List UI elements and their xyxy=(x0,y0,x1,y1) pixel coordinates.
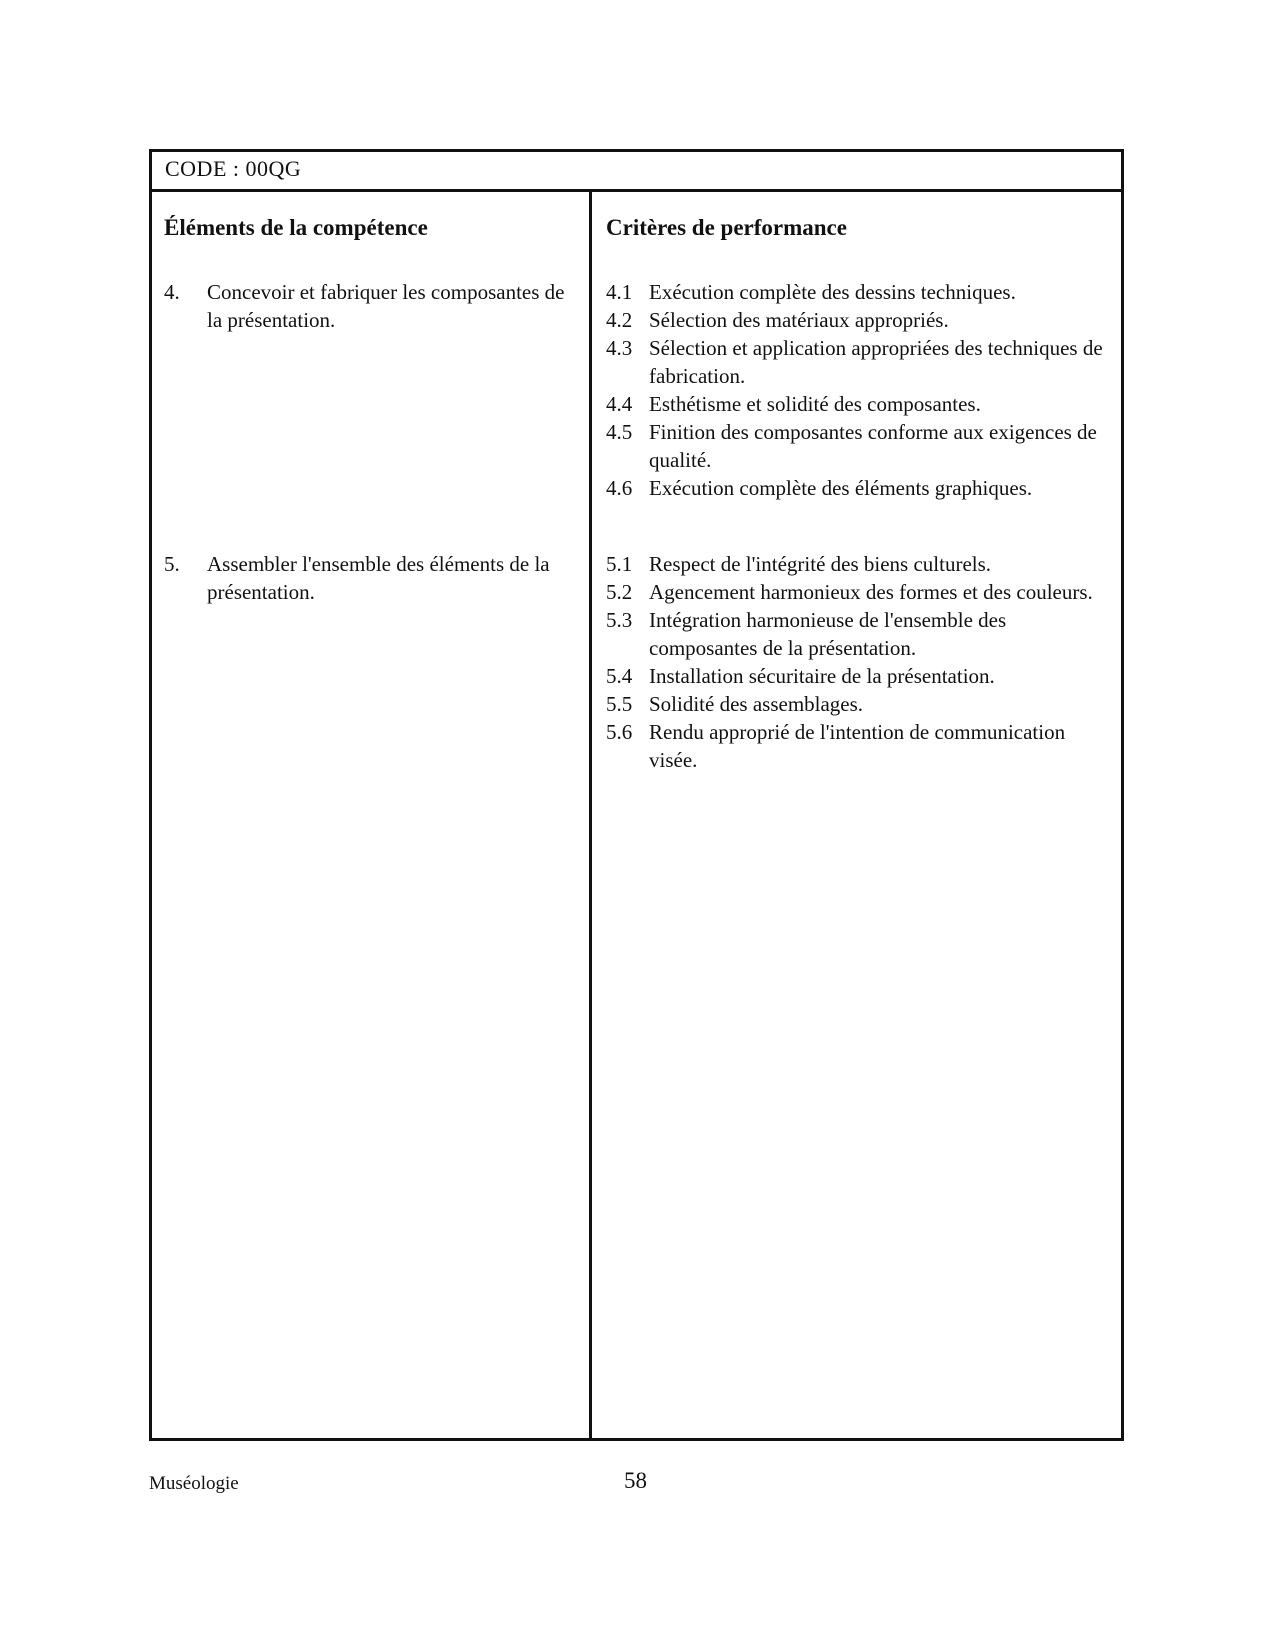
criterion-number: 5.1 xyxy=(606,552,633,576)
criterion-number: 4.4 xyxy=(606,392,633,416)
criteria-group-5 xyxy=(606,550,1116,774)
criterion-text: Esthétisme et solidité des composantes. xyxy=(649,392,981,416)
criterion-number: 5.3 xyxy=(606,608,633,632)
column-divider xyxy=(589,189,592,1441)
criterion-item xyxy=(606,306,1116,334)
page-number: 58 xyxy=(624,1468,647,1493)
criterion-item xyxy=(606,578,1116,606)
criterion-number: 5.5 xyxy=(606,692,633,716)
criterion-item xyxy=(606,418,1116,474)
criterion-number: 5.4 xyxy=(606,664,633,688)
criterion-text: Installation sécuritaire de la présentation. xyxy=(649,664,995,688)
criterion-item xyxy=(606,718,1116,774)
criterion-text: Respect de l'intégrité des biens culturels. xyxy=(649,552,992,576)
criteria-column xyxy=(606,214,1116,772)
criterion-text: Finition des composantes conforme aux exigences de qualité. xyxy=(649,420,1097,472)
criterion-text: Exécution complète des éléments graphiques. xyxy=(649,476,1033,500)
element-number: 5. xyxy=(164,552,180,576)
element-text: Assembler l'ensemble des éléments de la présentation. xyxy=(207,552,550,604)
criterion-item xyxy=(606,334,1116,390)
element-number: 4. xyxy=(164,280,180,304)
code-label: CODE : 00QG xyxy=(165,156,302,181)
elements-heading: Éléments de la compétence xyxy=(164,215,428,240)
criterion-item xyxy=(606,606,1116,662)
criterion-number: 5.2 xyxy=(606,580,633,604)
criterion-item xyxy=(606,390,1116,418)
element-text: Concevoir et fabriquer les composantes de la présentation. xyxy=(207,280,565,332)
criterion-number: 4.6 xyxy=(606,476,633,500)
criteria-group-4 xyxy=(606,278,1116,502)
criteria-heading: Critères de performance xyxy=(606,215,847,240)
footer-program: Muséologie xyxy=(149,1473,239,1494)
criterion-item xyxy=(606,662,1116,690)
criterion-item xyxy=(606,474,1116,502)
elements-column xyxy=(164,214,574,604)
criterion-number: 4.1 xyxy=(606,280,633,304)
criterion-text: Sélection des matériaux appropriés. xyxy=(649,308,949,332)
criterion-item xyxy=(606,690,1116,718)
criterion-number: 4.3 xyxy=(606,336,633,360)
criterion-item xyxy=(606,550,1116,578)
element-item xyxy=(164,550,574,606)
criterion-number: 4.5 xyxy=(606,420,633,444)
criterion-text: Solidité des assemblages. xyxy=(649,692,864,716)
element-item xyxy=(164,278,574,334)
criterion-number: 4.2 xyxy=(606,308,633,332)
code-row xyxy=(152,152,1121,192)
competency-table xyxy=(149,149,1124,1441)
criterion-item xyxy=(606,278,1116,306)
criterion-text: Exécution complète des dessins techniques. xyxy=(649,280,1016,304)
criterion-text: Intégration harmonieuse de l'ensemble des composantes de la présentation. xyxy=(649,608,1007,660)
criterion-text: Agencement harmonieux des formes et des couleurs. xyxy=(649,580,1093,604)
criterion-number: 5.6 xyxy=(606,720,633,744)
criterion-text: Sélection et application appropriées des techniques de fabrication. xyxy=(649,336,1103,388)
criterion-text: Rendu approprié de l'intention de communication visée. xyxy=(649,720,1066,772)
